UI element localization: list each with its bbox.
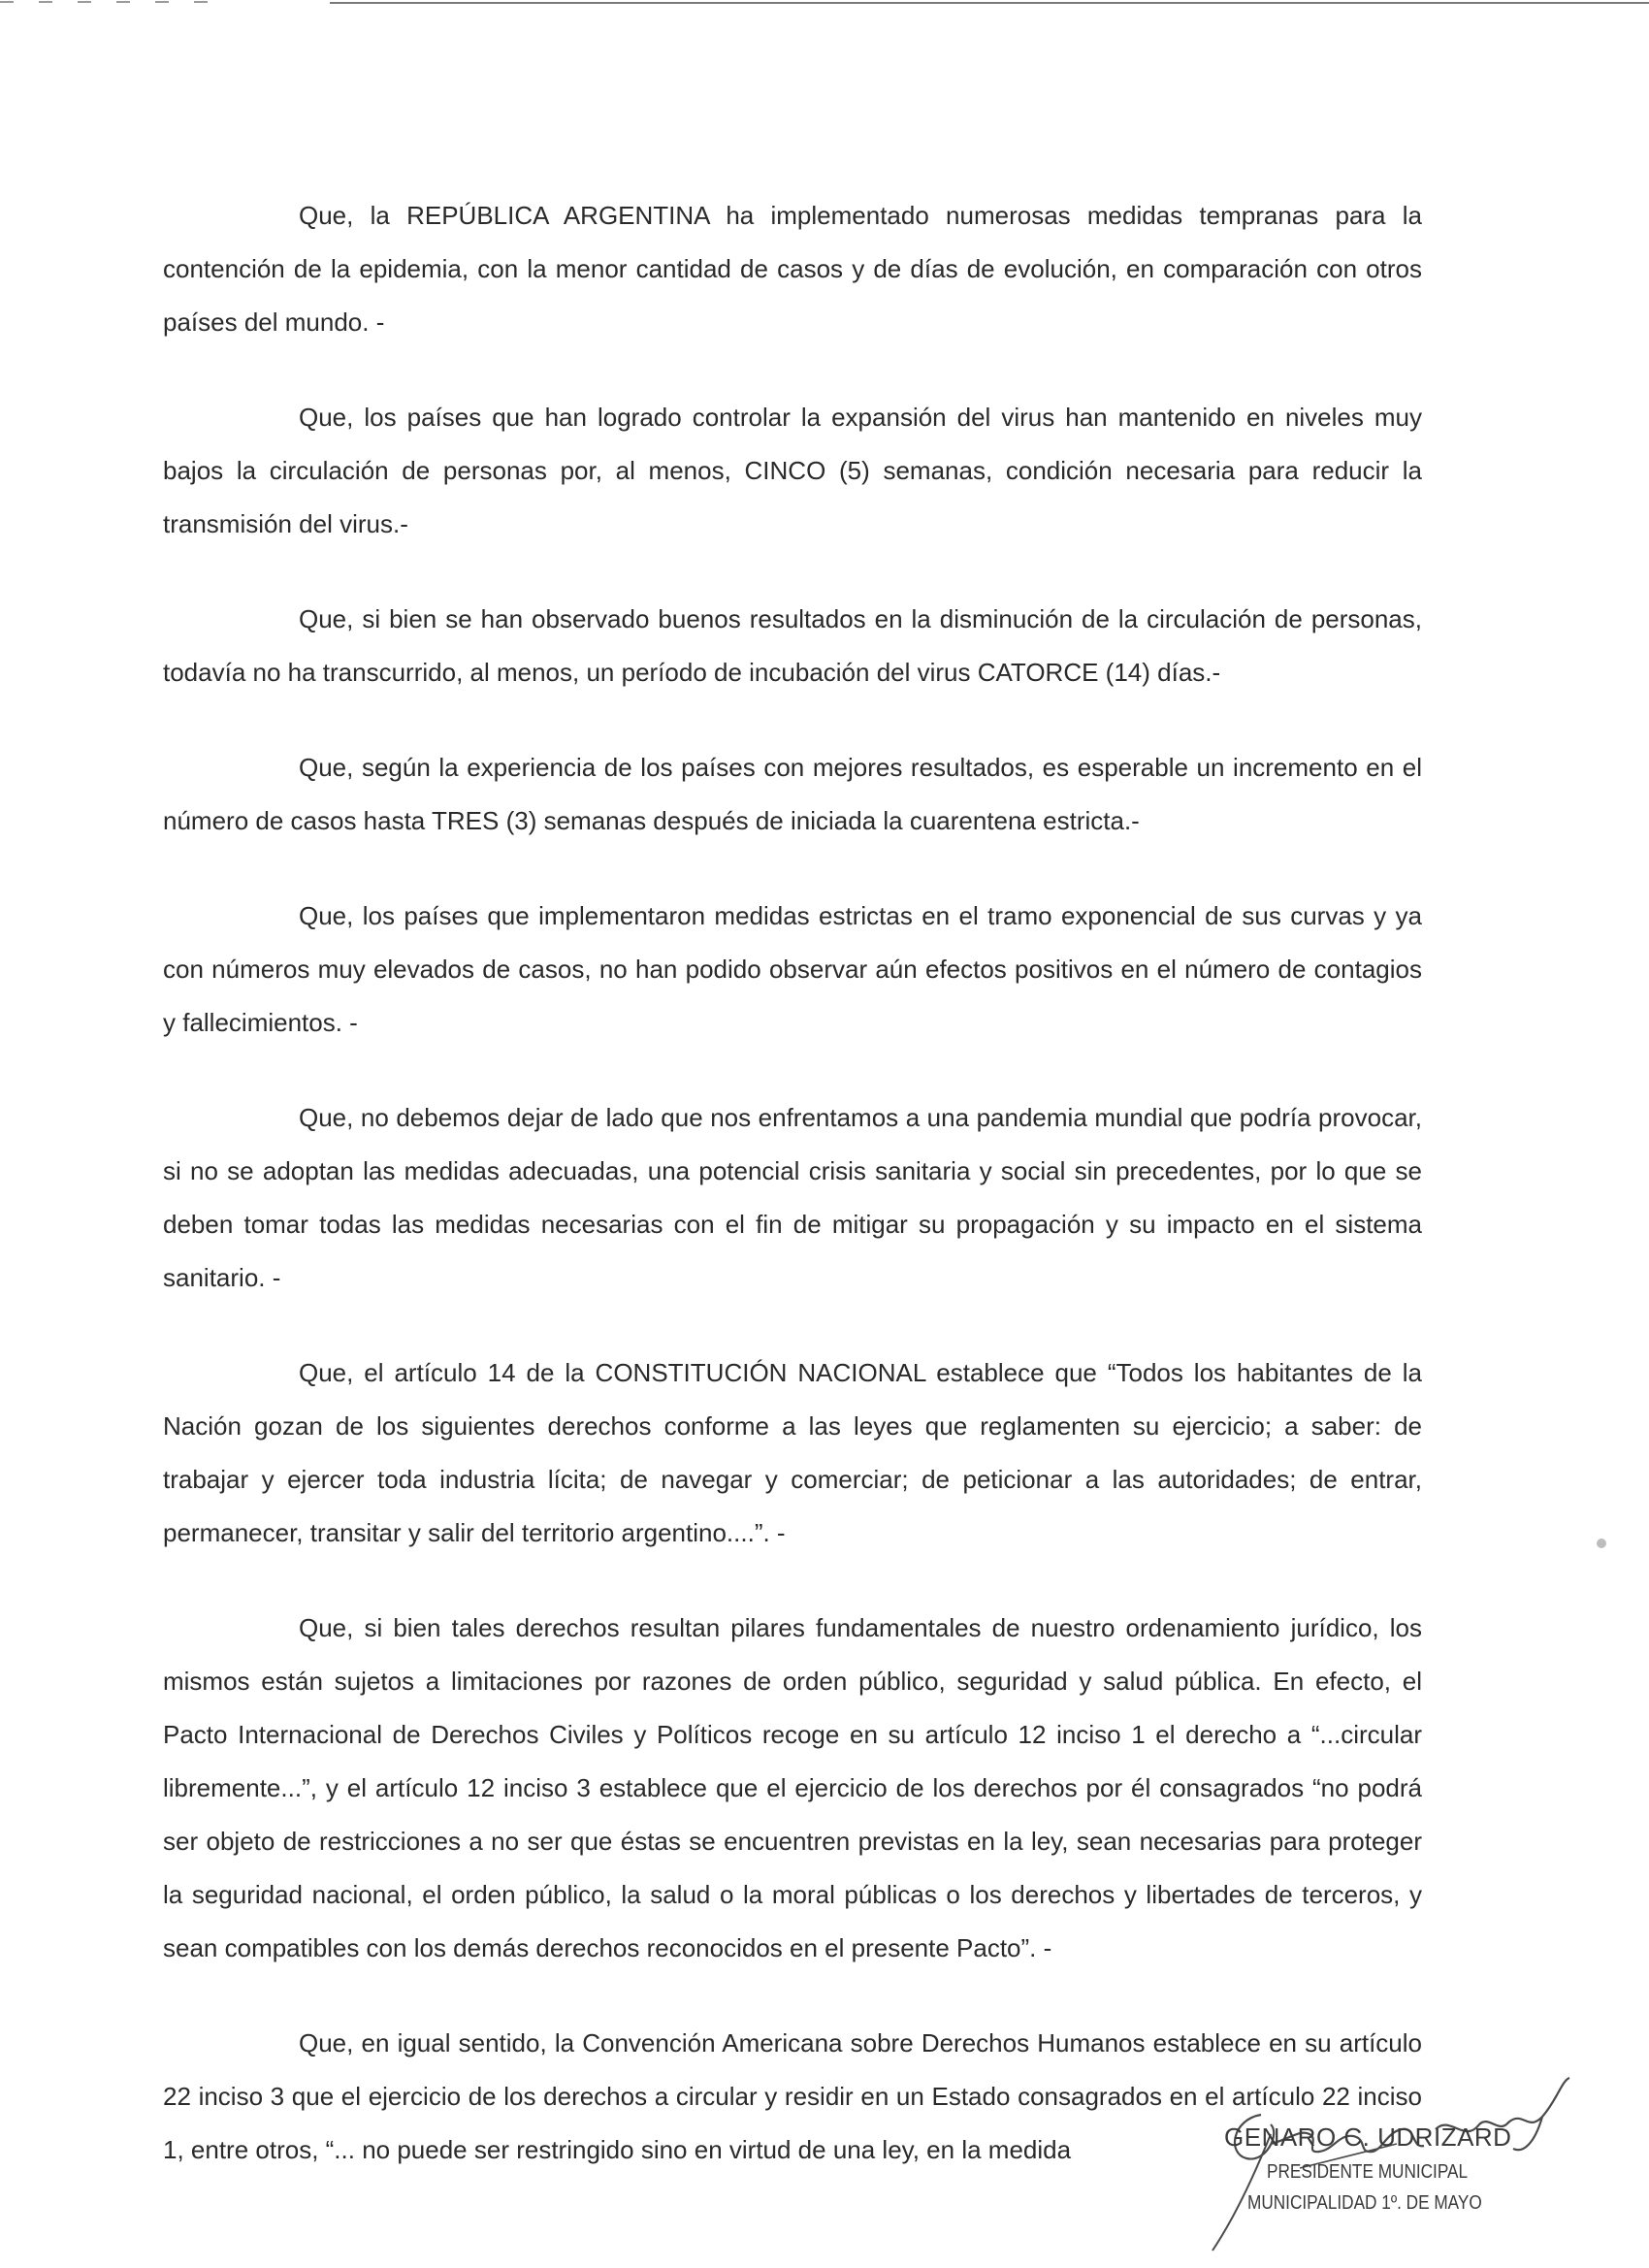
paragraph-4: Que, según la experiencia de los países con mejores resultados, es esperable un incremento en el número de casos hasta TRES (3) semanas después de iniciada la cuarentena estricta.-: [163, 753, 1422, 835]
scan-speck: [1597, 1539, 1606, 1548]
paragraph-3: Que, si bien se han observado buenos resultados en la disminución de la circulación de personas, todavía no ha transcurrido, al menos, un período de incubación del virus CATORCE (14) días.-: [163, 604, 1422, 687]
paragraph-9: Que, en igual sentido, la Convención Americana sobre Derechos Humanos establece en su artículo 22 inciso 3 que el ejercicio de los derechos a circular y residir en un Estado consagrados en el artículo 22 inciso 1, entre otros, “... no puede ser restringido sino en virtud de una ley, en la medida: [163, 2028, 1422, 2164]
signer-name: GENARO C. UDRIZARD: [1224, 2122, 1512, 2152]
document-body: [163, 189, 1422, 2219]
scan-edge-mark: [0, 1, 233, 3]
scan-edge-line: [330, 2, 1649, 4]
paragraph-6: Que, no debemos dejar de lado que nos enfrentamos a una pandemia mundial que podría provocar, si no se adoptan las medidas adecuadas, una potencial crisis sanitaria y social sin precedentes, por lo que se deben tomar todas las medidas necesarias con el fin de mitigar su propagación y su impacto en el sistema sanitario. -: [163, 1103, 1422, 1292]
paragraph-7: Que, el artículo 14 de la CONSTITUCIÓN NACIONAL establece que “Todos los habitantes de la Nación gozan de los siguientes derechos conforme a las leyes que reglamenten su ejercicio; a saber: de trabajar y ejercer toda industria lícita; de navegar y comerciar; de peticionar a las autoridades; de entrar, permanecer, transitar y salir del territorio argentino....”. -: [163, 1358, 1422, 1547]
signature-stamp: [1174, 2076, 1591, 2260]
paragraph-8: Que, si bien tales derechos resultan pilares fundamentales de nuestro ordenamiento jurídico, los mismos están sujetos a limitaciones por razones de orden público, seguridad y salud pública. En efecto, el Pacto Internacional de Derechos Civiles y Políticos recoge en su artículo 12 inciso 1 el derecho a “...circular libremente...”, y el artículo 12 inciso 3 establece que el ejercicio de los derechos por él consagrados “no podrá ser objeto de restricciones a no ser que éstas se encuentren previstas en la ley, sean necesarias para proteger la seguridad nacional, el orden público, la salud o la moral públicas o los derechos y libertades de terceros, y sean compatibles con los demás derechos reconocidos en el presente Pacto”. -: [163, 1613, 1422, 1962]
paragraph-1: Que, la REPÚBLICA ARGENTINA ha implementado numerosas medidas tempranas para la contención de la epidemia, con la menor cantidad de casos y de días de evolución, en comparación con otros países del mundo. -: [163, 201, 1422, 337]
paragraph-5: Que, los países que implementaron medidas estrictas en el tramo exponencial de sus curvas y ya con números muy elevados de casos, no han podido observar aún efectos positivos en el número de contagios y fallecimientos. -: [163, 901, 1422, 1037]
paragraph-2: Que, los países que han logrado controlar la expansión del virus han mantenido en niveles muy bajos la circulación de personas por, al menos, CINCO (5) semanas, condición necesaria para reducir la transmisión del virus.-: [163, 403, 1422, 538]
signer-title: PRESIDENTE MUNICIPAL: [1267, 2161, 1469, 2183]
signer-organization: MUNICIPALIDAD 1º. DE MAYO: [1247, 2192, 1482, 2214]
